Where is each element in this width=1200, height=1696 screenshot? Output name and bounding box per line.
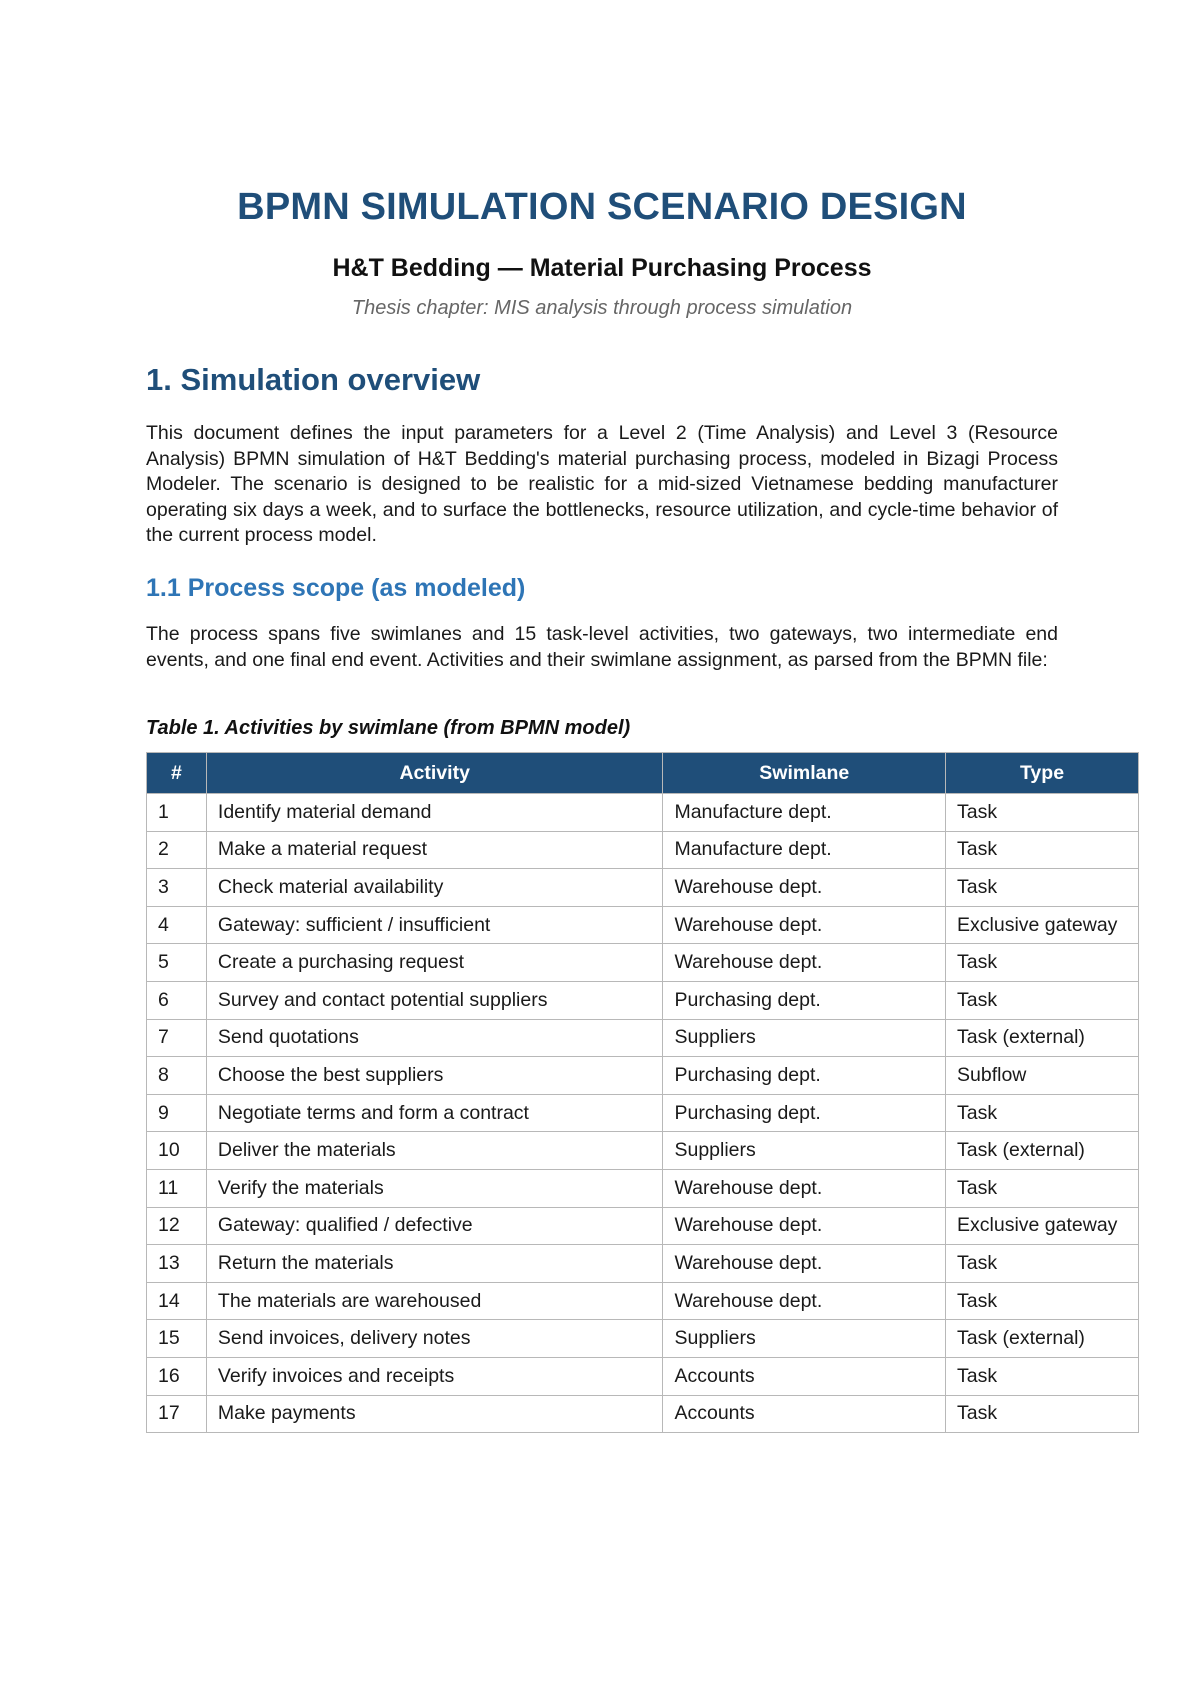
- cell-number: 8: [147, 1057, 207, 1095]
- cell-number: 17: [147, 1395, 207, 1433]
- cell-number: 14: [147, 1282, 207, 1320]
- overview-paragraph: This document defines the input parameters for a Level 2 (Time Analysis) and Level 3 (Resource Analysis) BPMN simulation of H&T Bedding's material purchasing process, modeled in Bizagi Process Modeler. The scenario is designed to be realistic for a mid-sized Vietnamese bedding manufacturer operating six days a week, and to surface the bottlenecks, resource utilization, and cycle-time behavior of the current process model.: [146, 422, 1058, 547]
- cell-number: 13: [147, 1245, 207, 1283]
- table-row: [147, 1057, 1139, 1095]
- document-note: Thesis chapter: MIS analysis through process simulation: [351, 297, 853, 319]
- cell-number: 3: [147, 869, 207, 907]
- cell-type: Task: [946, 1094, 1139, 1132]
- cell-swimlane: Warehouse dept.: [663, 1282, 946, 1320]
- cell-activity: Gateway: qualified / defective: [206, 1207, 663, 1245]
- cell-type: Task (external): [946, 1132, 1139, 1170]
- table-row: [147, 1094, 1139, 1132]
- cell-type: Exclusive gateway: [946, 1207, 1139, 1245]
- cell-swimlane: Suppliers: [663, 1019, 946, 1057]
- cell-swimlane: Suppliers: [663, 1132, 946, 1170]
- cell-swimlane: Accounts: [663, 1395, 946, 1433]
- cell-activity: Gateway: sufficient / insufficient: [206, 906, 663, 944]
- document-title: BPMN SIMULATION SCENARIO DESIGN: [237, 186, 967, 228]
- cell-activity: Send quotations: [206, 1019, 663, 1057]
- table-row: [147, 981, 1139, 1019]
- table-row: [147, 831, 1139, 869]
- cell-swimlane: Purchasing dept.: [663, 1094, 946, 1132]
- cell-swimlane: Manufacture dept.: [663, 831, 946, 869]
- table-row: [147, 1357, 1139, 1395]
- cell-activity: Return the materials: [206, 1245, 663, 1283]
- cell-swimlane: Warehouse dept.: [663, 944, 946, 982]
- cell-number: 4: [147, 906, 207, 944]
- table-row: [147, 944, 1139, 982]
- cell-activity: Deliver the materials: [206, 1132, 663, 1170]
- table-row: [147, 1132, 1139, 1170]
- cell-type: Task: [946, 1245, 1139, 1283]
- table-header-row: [147, 753, 1139, 794]
- cell-number: 10: [147, 1132, 207, 1170]
- cell-type: Task: [946, 1395, 1139, 1433]
- cell-swimlane: Warehouse dept.: [663, 1207, 946, 1245]
- cell-swimlane: Warehouse dept.: [663, 869, 946, 907]
- cell-activity: Make payments: [206, 1395, 663, 1433]
- section-heading-overview: 1. Simulation overview: [146, 362, 481, 397]
- table-body: [147, 794, 1139, 1433]
- section-heading-scope: 1.1 Process scope (as modeled): [146, 574, 526, 602]
- table-row: [147, 1395, 1139, 1433]
- cell-activity: Choose the best suppliers: [206, 1057, 663, 1095]
- cell-type: Task: [946, 1282, 1139, 1320]
- cell-activity: Survey and contact potential suppliers: [206, 981, 663, 1019]
- table-caption: Table 1. Activities by swimlane (from BPMN model): [146, 717, 631, 739]
- table-row: [147, 906, 1139, 944]
- cell-swimlane: Warehouse dept.: [663, 1245, 946, 1283]
- cell-number: 11: [147, 1169, 207, 1207]
- cell-swimlane: Warehouse dept.: [663, 906, 946, 944]
- cell-number: 9: [147, 1094, 207, 1132]
- cell-type: Task: [946, 869, 1139, 907]
- scope-paragraph: The process spans five swimlanes and 15 task-level activities, two gateways, two intermediate end events, and one final end event. Activities and their swimlane assignment, as parsed from the BPMN file:: [146, 623, 1058, 671]
- cell-activity: The materials are warehoused: [206, 1282, 663, 1320]
- cell-type: Task (external): [946, 1019, 1139, 1057]
- cell-activity: Identify material demand: [206, 794, 663, 832]
- cell-swimlane: Purchasing dept.: [663, 981, 946, 1019]
- cell-activity: Check material availability: [206, 869, 663, 907]
- cell-type: Task: [946, 1169, 1139, 1207]
- cell-number: 6: [147, 981, 207, 1019]
- cell-activity: Negotiate terms and form a contract: [206, 1094, 663, 1132]
- cell-type: Task: [946, 981, 1139, 1019]
- activities-table: [146, 752, 1139, 1433]
- cell-type: Exclusive gateway: [946, 906, 1139, 944]
- cell-activity: Create a purchasing request: [206, 944, 663, 982]
- cell-number: 7: [147, 1019, 207, 1057]
- table-row: [147, 1245, 1139, 1283]
- header-activity: Activity: [206, 753, 663, 794]
- cell-swimlane: Accounts: [663, 1357, 946, 1395]
- header-type: Type: [946, 753, 1139, 794]
- cell-number: 12: [147, 1207, 207, 1245]
- table-row: [147, 1169, 1139, 1207]
- cell-type: Task (external): [946, 1320, 1139, 1358]
- cell-activity: Make a material request: [206, 831, 663, 869]
- table-row: [147, 794, 1139, 832]
- cell-number: 16: [147, 1357, 207, 1395]
- header-swimlane: Swimlane: [663, 753, 946, 794]
- cell-number: 1: [147, 794, 207, 832]
- table-row: [147, 1282, 1139, 1320]
- cell-number: 2: [147, 831, 207, 869]
- cell-type: Task: [946, 1357, 1139, 1395]
- cell-swimlane: Suppliers: [663, 1320, 946, 1358]
- table-row: [147, 1207, 1139, 1245]
- cell-swimlane: Manufacture dept.: [663, 794, 946, 832]
- cell-type: Task: [946, 794, 1139, 832]
- cell-swimlane: Purchasing dept.: [663, 1057, 946, 1095]
- cell-type: Task: [946, 831, 1139, 869]
- header-number: #: [147, 753, 207, 794]
- table-row: [147, 869, 1139, 907]
- cell-activity: Verify invoices and receipts: [206, 1357, 663, 1395]
- cell-type: Subflow: [946, 1057, 1139, 1095]
- table-row: [147, 1320, 1139, 1358]
- cell-type: Task: [946, 944, 1139, 982]
- cell-number: 15: [147, 1320, 207, 1358]
- table-row: [147, 1019, 1139, 1057]
- cell-activity: Send invoices, delivery notes: [206, 1320, 663, 1358]
- document-subtitle: H&T Bedding — Material Purchasing Process: [332, 254, 872, 282]
- cell-number: 5: [147, 944, 207, 982]
- cell-swimlane: Warehouse dept.: [663, 1169, 946, 1207]
- cell-activity: Verify the materials: [206, 1169, 663, 1207]
